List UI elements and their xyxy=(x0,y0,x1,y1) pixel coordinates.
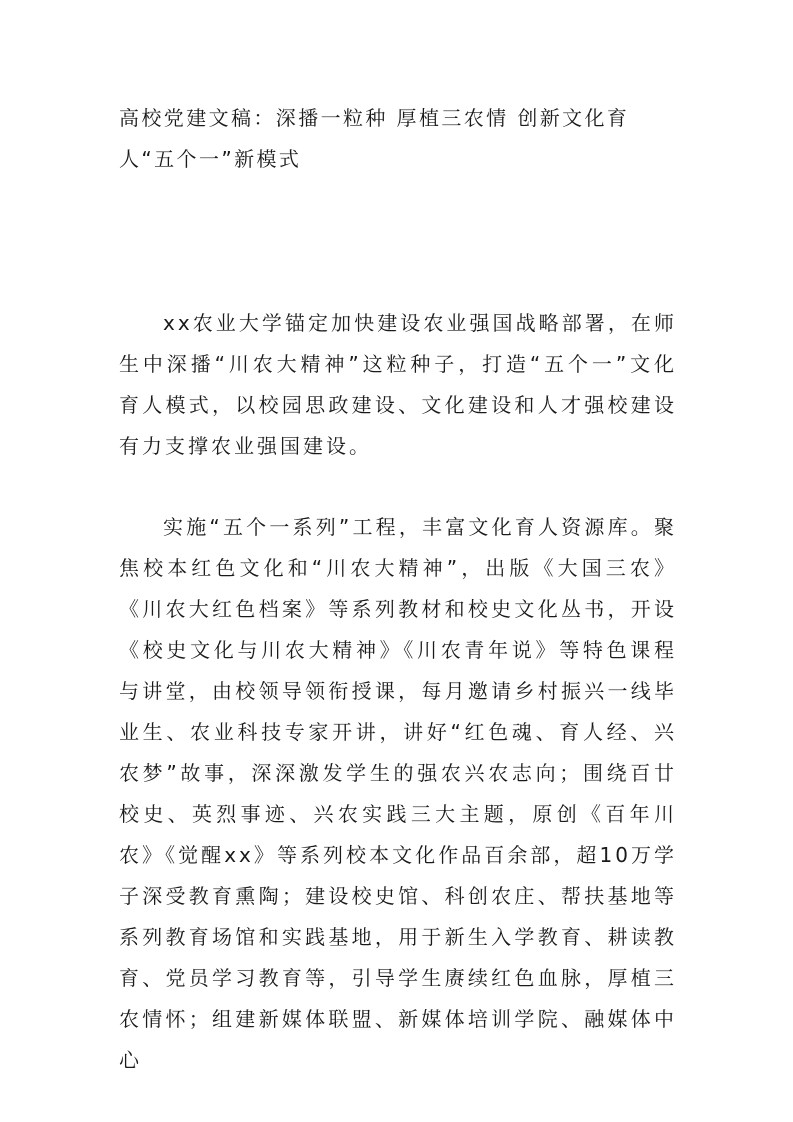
document-title: 高校党建文稿：深播一粒种 厚植三农情 创新文化育人“五个一”新模式 xyxy=(119,106,630,171)
paragraph-intro: xx农业大学锚定加快建设农业强国战略部署，在师生中深播“川农大精神”这粒种子，打造“五个一”文化育人模式，以校园思政建设、文化建设和人才强校建设有力支撑农业强国建设。 xyxy=(119,311,677,458)
paragraph-five-series: 实施“五个一系列”工程，丰富文化育人资源库。聚焦校本红色文化和“川农大精神”，出版《大国三农》《川农大红色档案》等系列教材和校史文化丛书，开设《校史文化与川农大精神》《川农青年说》等特色课程与讲堂，由校领导领衔授课，每月邀请乡村振兴一线毕业生、农业科技专家开讲，讲好“红色魂、育人经、兴农梦”故事，深深激发学生的强农兴农志向；围绕百廿校史、英烈事迹、兴农实践三大主题，原创《百年川农》《觉醒xx》等系列校本文化作品百余部，超10万学子深受教育熏陶；建设校史馆、科创农庄、帮扶基地等系列教育场馆和实践基地，用于新生入学教育、耕读教育、党员学习教育等，引导学生赓续红色血脉，厚植三农情怀；组建新媒体联盟、新媒体培训学院、融媒体中心 xyxy=(119,515,677,1072)
